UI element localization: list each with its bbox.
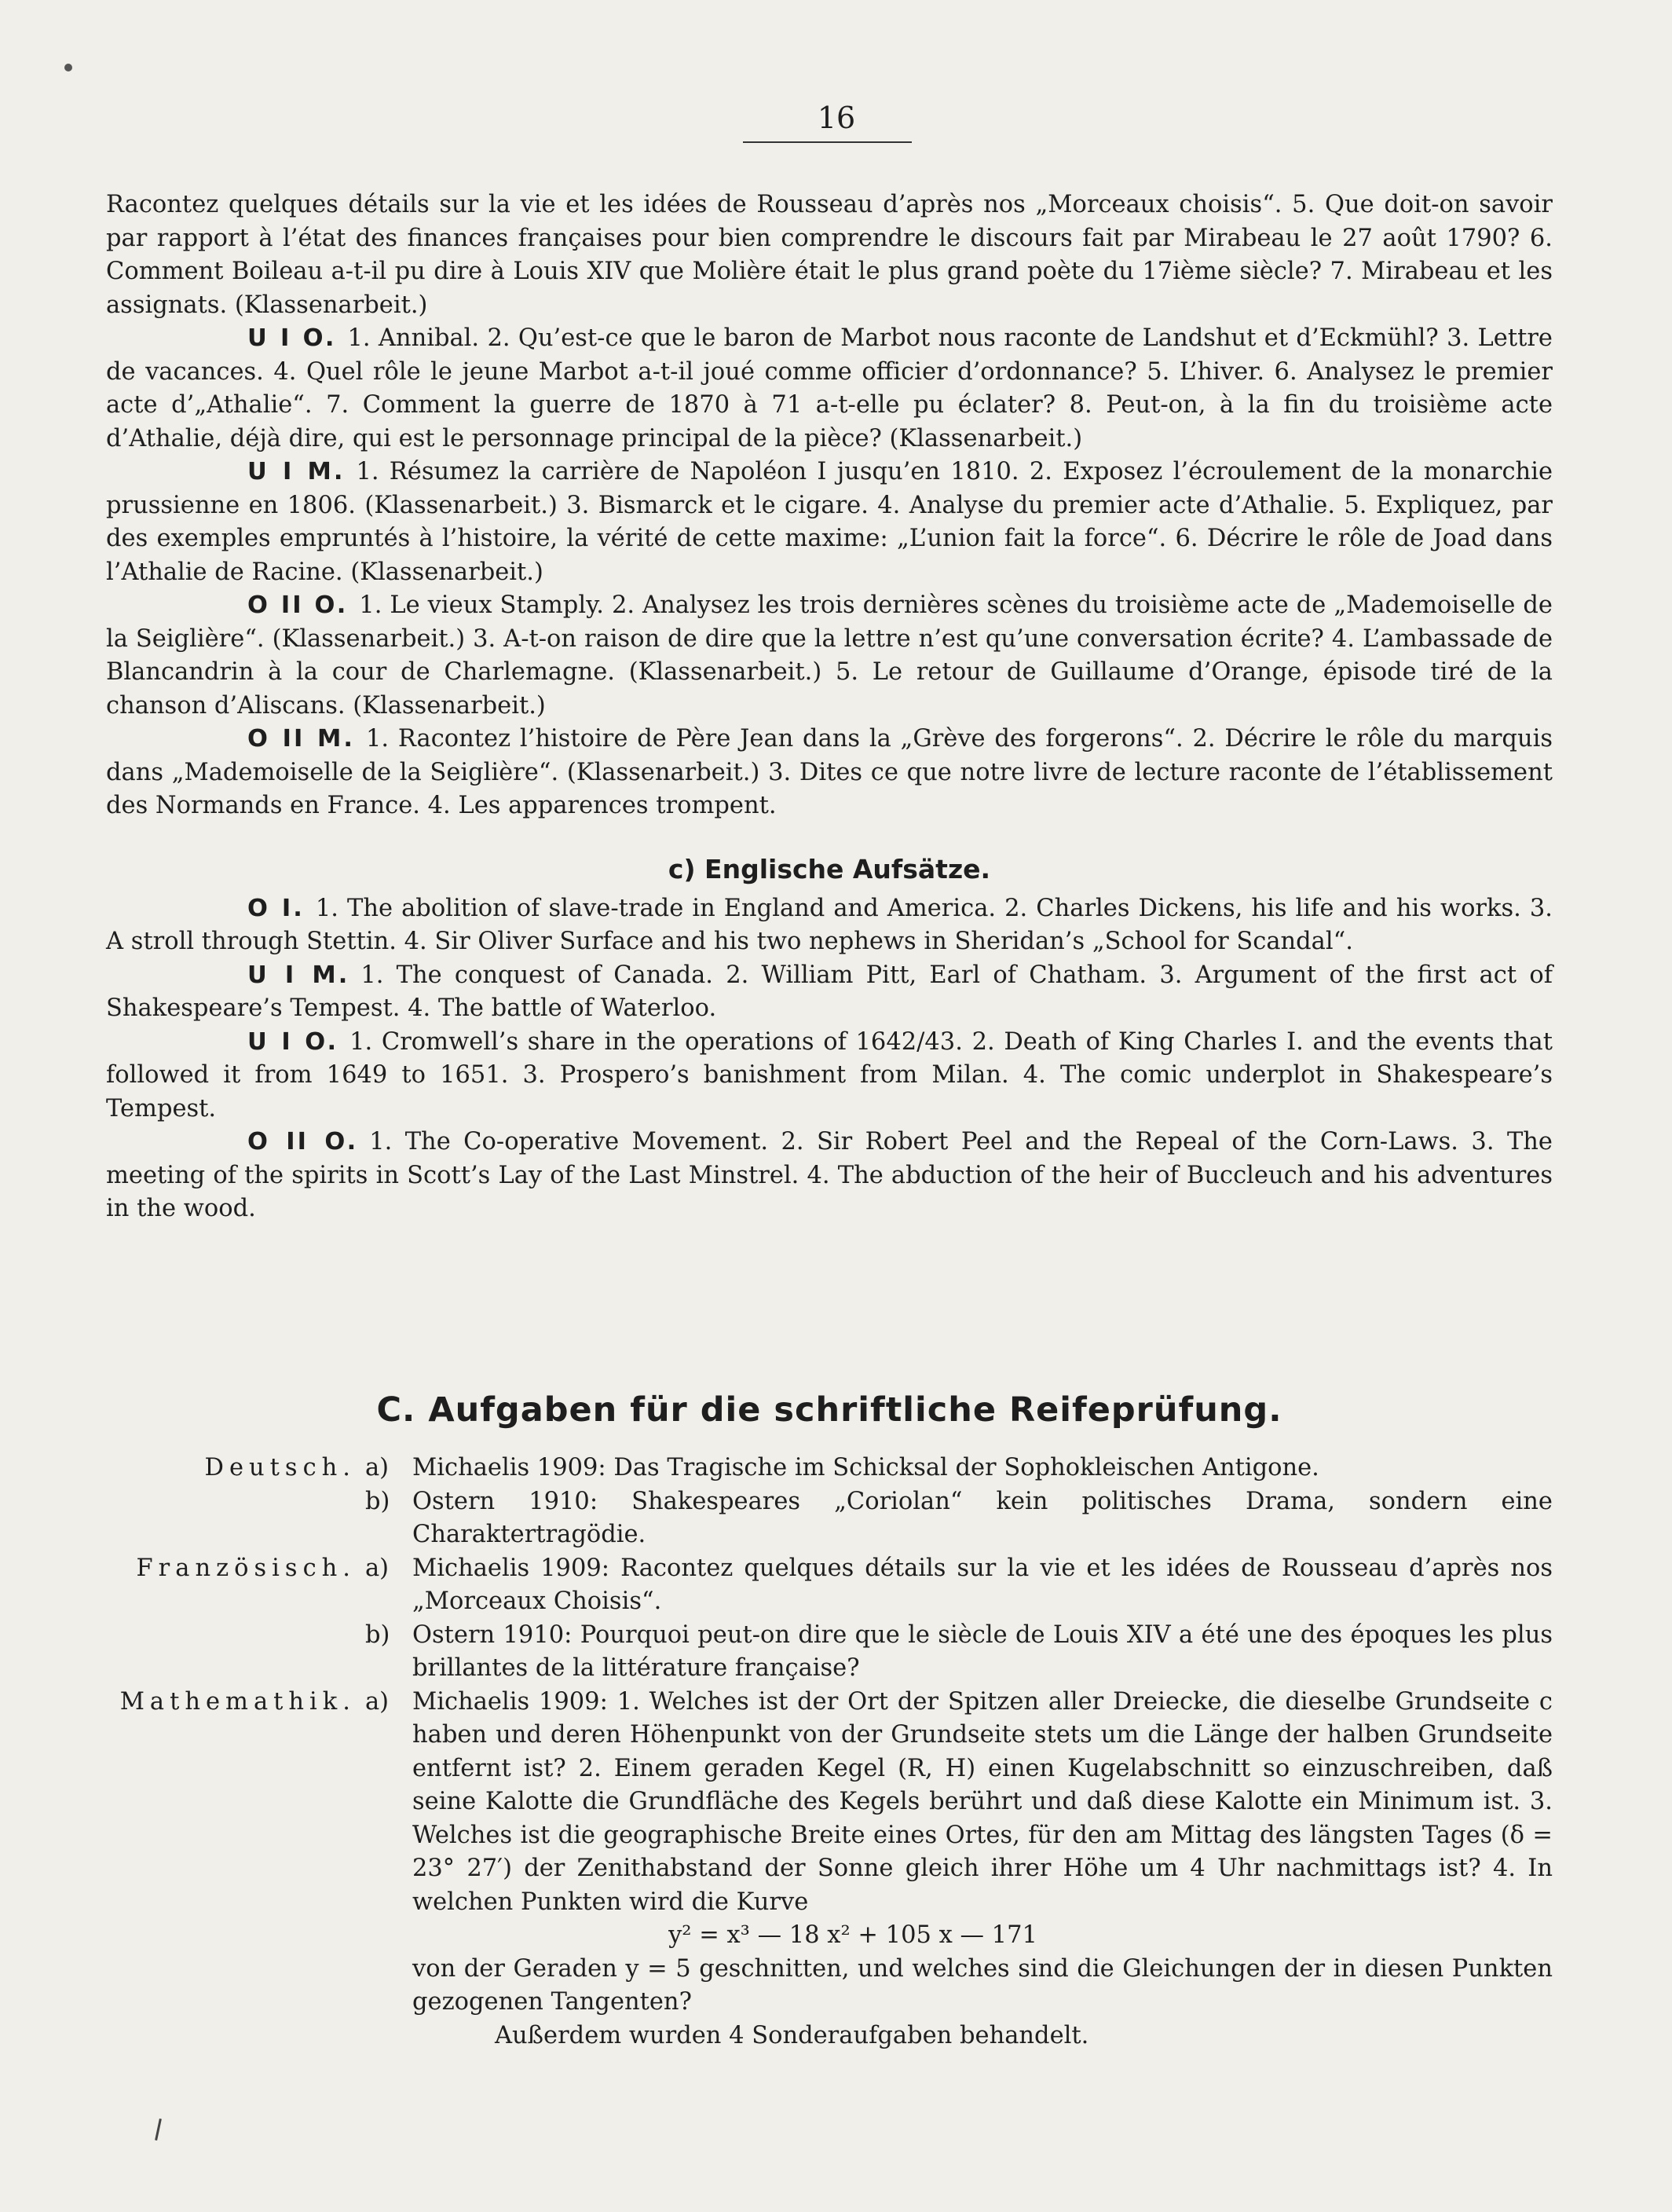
item-label: a) bbox=[365, 1554, 390, 1582]
class-label: O I. bbox=[247, 894, 305, 922]
entry-text: 1. Résumez la carrière de Napoléon I jusqu’en 1810. 2. Exposez l’écroulement de la monarchie prussienne en 1806. (Klassenarbeit.) 3. Bismarck et le cigare. 4. Analyse du premier acte d’Athalie. 5. Expliquez, par des exemples empruntés à l’histoire, la vérité de cette maxime: „L’union fait la force“. 6. Décrire le rôle de Joad dans l’Athalie de Racine. (Klassenarbeit.) bbox=[106, 458, 1553, 586]
subject-franzoesisch: Französisch. bbox=[136, 1554, 356, 1582]
deutsch-b-text: Ostern 1910: Shakespeares „Coriolan“ kein politisches Drama, sondern eine Charaktertragödie. bbox=[412, 1487, 1553, 1548]
french-essays-block bbox=[106, 189, 1553, 1226]
french-intro-paragraph: Racontez quelques détails sur la vie et les idées de Rousseau d’après nos „Morceaux choisis“. 5. Que doit-on savoir par rapport à l’état des finances françaises pour bien comprendre le discours fait par Mirabeau le 27 août 1790? 6. Comment Boileau a-t-il pu dire à Louis XIV que Molière était le plus grand poète du 17ième siècle? 7. Mirabeau et les assignats. (Klassenarbeit.) bbox=[106, 191, 1553, 319]
franz-a-text: Michaelis 1909: Racontez quelques détails sur la vie et les idées de Rousseau d’après nos „Morceaux Choisis“. bbox=[412, 1554, 1553, 1615]
class-label: U I M. bbox=[247, 458, 346, 485]
page-number: 16 bbox=[817, 101, 856, 135]
item-label: b) bbox=[365, 1487, 390, 1515]
math-a-row bbox=[106, 1686, 1553, 1920]
subject-mathematik: Mathemathik. bbox=[119, 1687, 356, 1716]
franz-a-row bbox=[106, 1552, 1553, 1619]
math-a-text: Michaelis 1909: 1. Welches ist der Ort der Spitzen aller Dreiecke, die dieselbe Grundseite c haben und deren Höhenpunkt von der Grundseite stets um die Länge der halben Grundseite entfernt ist? 2. Einem geraden Kegel (R, H) einen Kugelabschnitt so einzuschreiben, daß seine Kalotte die Grundfläche des Kegels berührt und daß diese Kalotte ein Minimum ist. 3. Welches ist die geographische Breite eines Ortes, für den am Mittag des längsten Tages (δ = 23° 27′) der Zenithabstand der Sonne gleich ihrer Höhe um 4 Uhr nachmittags ist? 4. In welchen Punkten wird die Kurve bbox=[412, 1687, 1553, 1916]
entry-text: 1. Le vieux Stamply. 2. Analysez les trois dernières scènes du troisième acte de „Mademoiselle de la Seiglière“. (Klassenarbeit.) 3. A-t-on raison de dire que la lettre n’est qu’une conversation écrite? 4. L’ambassade de Blancandrin à la cour de Charlemagne. (Klassenarbeit.) 5. Le retour de Guillaume d’Orange, épisode tiré de la chanson d’Aliscans. (Klassenarbeit.) bbox=[106, 591, 1553, 720]
english-essays-heading: c) Englische Aufsätze. bbox=[668, 853, 991, 884]
curve-formula: y² = x³ — 18 x² + 105 x — 171 bbox=[668, 1921, 1037, 1949]
class-label: O II M. bbox=[247, 725, 355, 753]
exam-tasks bbox=[106, 1452, 1553, 2053]
math-a-cont-row bbox=[106, 1953, 1553, 2020]
class-label: U I O. bbox=[247, 324, 337, 352]
class-label: U I M. bbox=[247, 961, 350, 989]
english-entry-uim bbox=[106, 959, 1553, 1026]
french-entry-oiio bbox=[106, 589, 1553, 723]
french-entry-uim bbox=[106, 456, 1553, 589]
subject-deutsch: Deutsch. bbox=[204, 1454, 356, 1481]
exam-section-heading: C. Aufgaben für die schriftliche Reifeprüfung. bbox=[376, 1390, 1282, 1430]
french-entry-oiim bbox=[106, 723, 1553, 823]
stray-mark bbox=[155, 2119, 162, 2141]
deutsch-b-row bbox=[106, 1485, 1553, 1552]
entry-text: 1. Annibal. 2. Qu’est-ce que le baron de Marbot nous raconte de Landshut et d’Eckmühl? 3. Lettre de vacances. 4. Quel rôle le jeune Marbot a-t-il joué comme officier d’ordonnance? 5. L’hiver. 6. Analysez le premier acte d’„Athalie“. 7. Comment la guerre de 1870 à 71 a-t-elle pu éclater? 8. Peut-on, à la fin du troisième acte d’Athalie, déjà dire, qui est le personnage principal de la pièce? (Klassenarbeit.) bbox=[106, 324, 1553, 452]
english-entry-oi bbox=[106, 892, 1553, 959]
page-number-rule bbox=[743, 141, 912, 143]
entry-text: 1. The Co-operative Movement. 2. Sir Robert Peel and the Repeal of the Corn-Laws. 3. The meeting of the spirits in Scott’s Lay of the Last Minstrel. 4. The abduction of the heir of Buccleuch and his adventures in the wood. bbox=[106, 1128, 1553, 1222]
speck-mark bbox=[64, 64, 72, 71]
franz-b-text: Ostern 1910: Pourquoi peut-on dire que le siècle de Louis XIV a été une des époques les plus brillantes de la littérature française? bbox=[412, 1621, 1553, 1682]
math-a-text-continued: von der Geraden y = 5 geschnitten, und welches sind die Gleichungen der in diesen Punkten gezogenen Tangenten? bbox=[412, 1954, 1553, 2016]
french-entry-uio bbox=[106, 322, 1553, 456]
item-label: a) bbox=[365, 1454, 390, 1481]
english-entry-uio bbox=[106, 1026, 1553, 1126]
item-label: b) bbox=[365, 1621, 390, 1649]
sonderaufgaben-note: Außerdem wurden 4 Sonderaufgaben behandelt. bbox=[495, 2021, 1089, 2049]
deutsch-a-row bbox=[106, 1452, 1553, 1485]
class-label: U I O. bbox=[247, 1027, 339, 1056]
franz-b-row bbox=[106, 1619, 1553, 1686]
entry-text: 1. Racontez l’histoire de Père Jean dans la „Grève des forgerons“. 2. Décrire le rôle du marquis dans „Mademoiselle de la Seiglière“. (Klassenarbeit.) 3. Dites ce que notre livre de lecture raconte de l’établissement des Normands en France. 4. Les apparences trompent. bbox=[106, 725, 1553, 819]
deutsch-a-text: Michaelis 1909: Das Tragische im Schicksal der Sophokleischen Antigone. bbox=[412, 1454, 1319, 1481]
item-label: a) bbox=[365, 1687, 390, 1716]
class-label: O II O. bbox=[247, 591, 349, 619]
class-label: O II O. bbox=[247, 1128, 359, 1155]
english-entry-oiio bbox=[106, 1126, 1553, 1226]
entry-text: 1. The conquest of Canada. 2. William Pitt, Earl of Chatham. 3. Argument of the first act of Shakespeare’s Tempest. 4. The battle of Waterloo. bbox=[106, 961, 1553, 1022]
entry-text: 1. The abolition of slave-trade in England and America. 2. Charles Dickens, his life and his works. 3. A stroll through Stettin. 4. Sir Oliver Surface and his two nephews in Sheridan’s „School for Scandal“. bbox=[106, 894, 1553, 955]
entry-text: 1. Cromwell’s share in the operations of 1642/43. 2. Death of King Charles I. and the events that followed it from 1649 to 1651. 3. Prospero’s banishment from Milan. 4. The comic underplot in Shakespeare’s Tempest. bbox=[106, 1027, 1553, 1122]
